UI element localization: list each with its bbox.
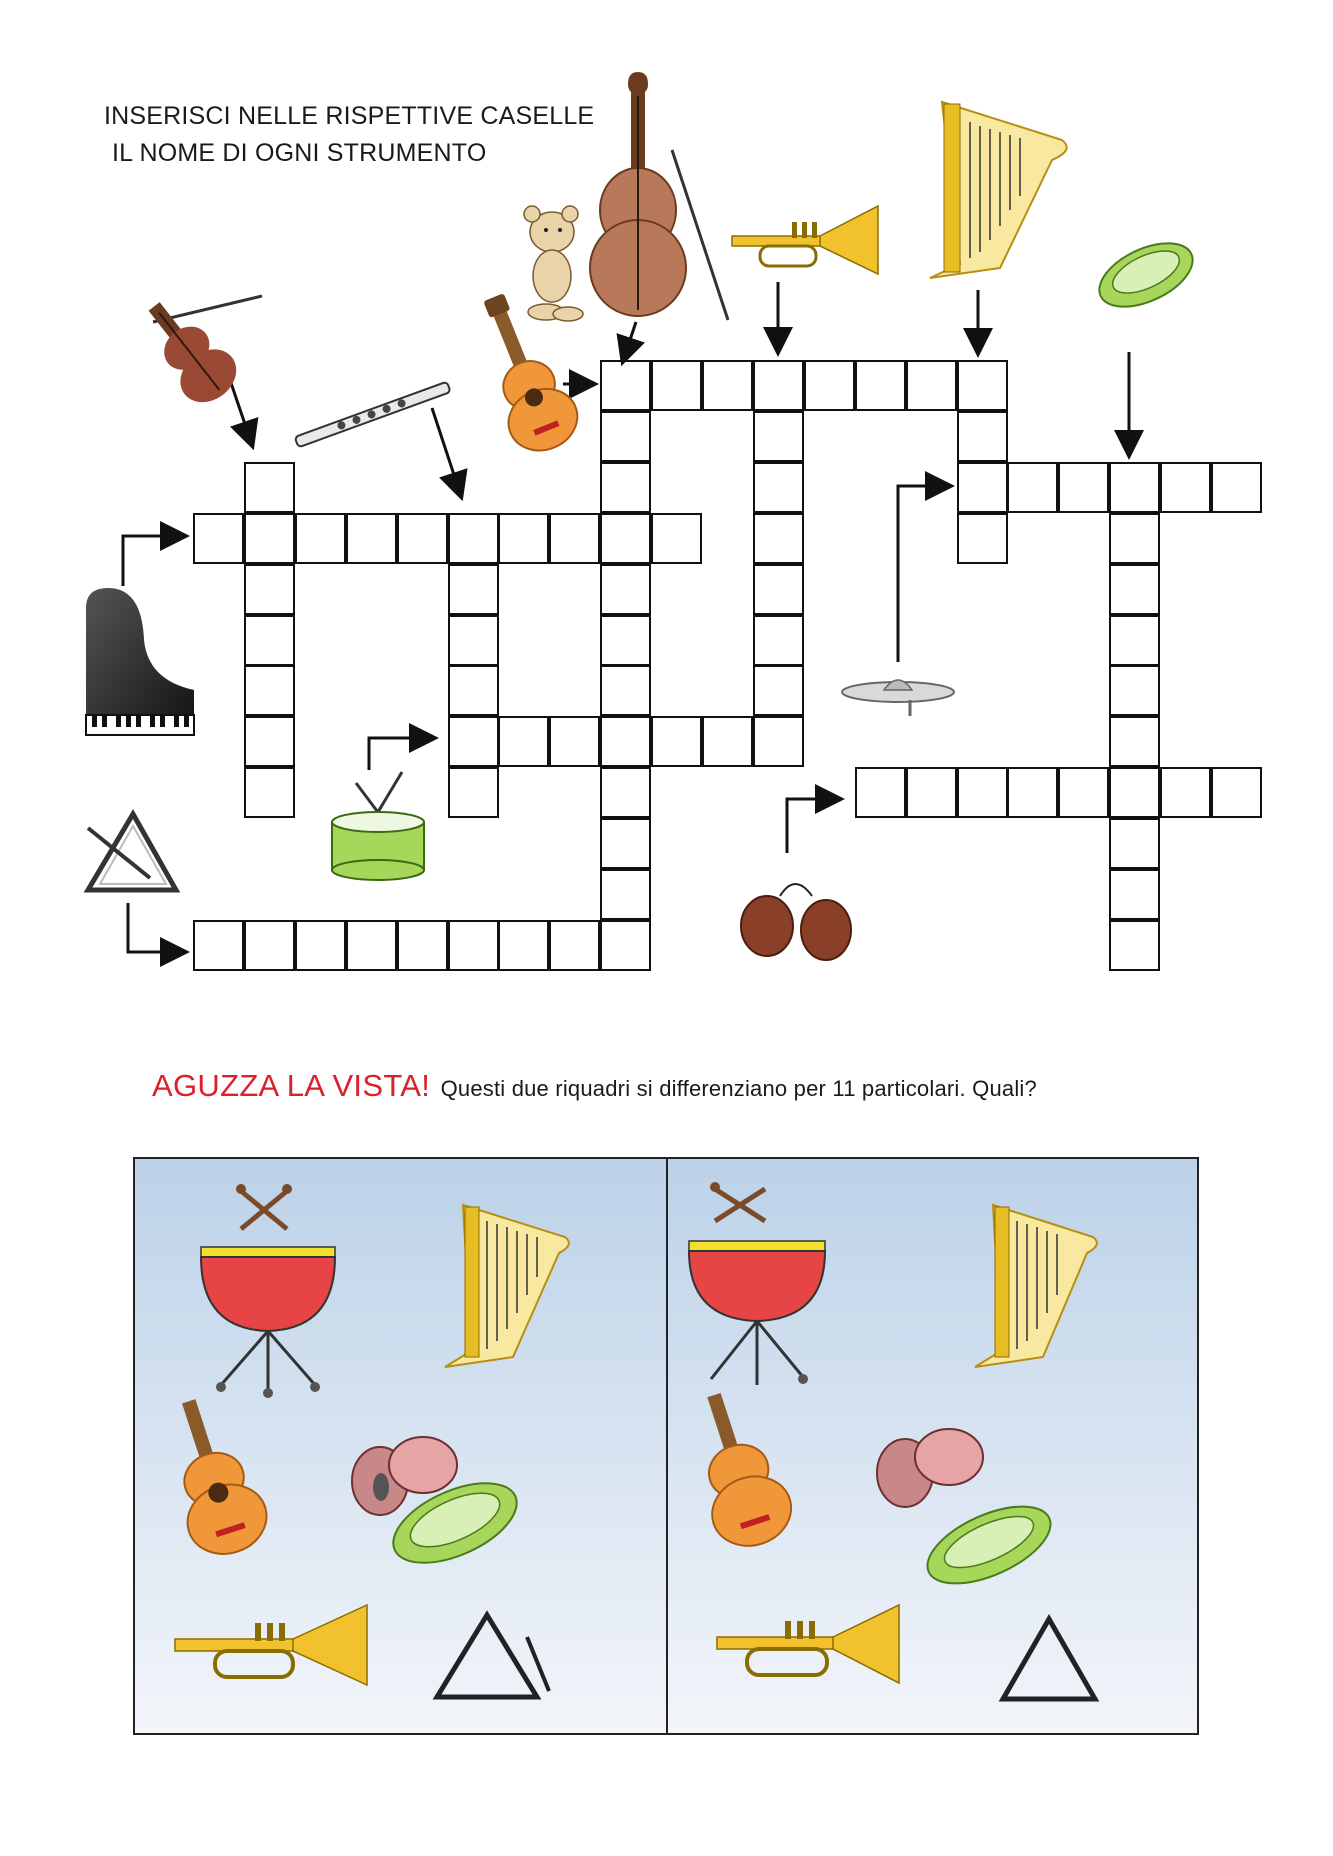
spot-difference-panels: [133, 1157, 1199, 1735]
harp-icon: [930, 102, 1067, 278]
double-bass-icon: [590, 72, 728, 320]
timpani-icon: [689, 1182, 825, 1385]
panel-illustrations: [135, 1159, 1197, 1733]
flute-icon: [295, 382, 451, 448]
castanets-icon: [741, 884, 851, 960]
right-panel: [676, 1182, 1097, 1699]
trumpet-icon: [732, 206, 878, 274]
trumpet-icon: [717, 1605, 899, 1683]
harp-icon: [445, 1205, 569, 1367]
castanets-icon: [877, 1429, 983, 1507]
harp-icon: [975, 1205, 1097, 1367]
guitar-icon: [676, 1383, 800, 1556]
timpani-icon: [201, 1184, 335, 1398]
violin-icon: [130, 288, 262, 413]
piano-icon: [86, 588, 194, 735]
crossword-arrows: [123, 282, 1129, 952]
cymbal-icon: [842, 680, 954, 716]
tambourine-icon: [1090, 230, 1203, 319]
left-panel: [151, 1184, 569, 1697]
aguzza-question: Questi due riquadri si differenziano per 11 particolari. Quali?: [440, 1076, 1037, 1101]
teddy-bear-icon: [524, 206, 583, 321]
triangle-icon: [88, 814, 176, 890]
tambourine-icon: [917, 1491, 1062, 1600]
instruction-line-2: IL NOME DI OGNI STRUMENTO: [112, 139, 487, 167]
drum-icon: [332, 772, 424, 880]
triangle-icon: [437, 1615, 549, 1697]
spot-difference-heading: [152, 1068, 1037, 1104]
triangle-icon: [1003, 1619, 1095, 1699]
instruction-line-1: INSERISCI NELLE RISPETTIVE CASELLE: [104, 102, 595, 130]
aguzza-title: AGUZZA LA VISTA!: [152, 1068, 431, 1103]
guitar-icon: [151, 1389, 276, 1564]
trumpet-icon: [175, 1605, 367, 1685]
